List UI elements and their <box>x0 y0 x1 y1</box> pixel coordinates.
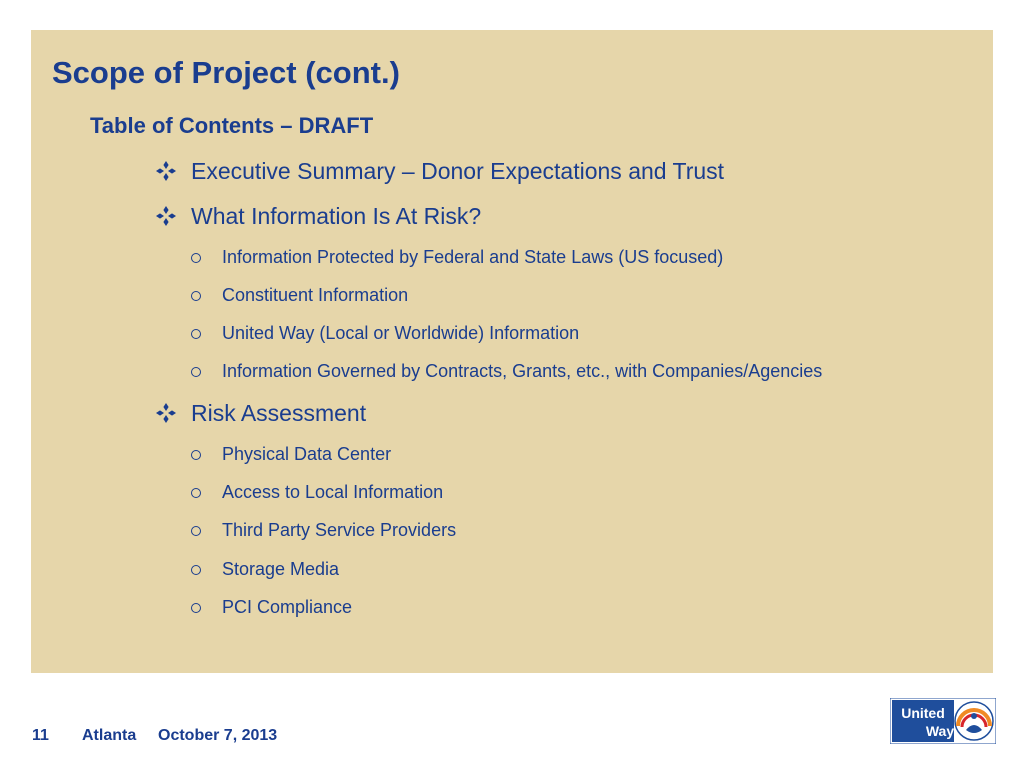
toc-subitem-label: Information Protected by Federal and State Laws (US focused) <box>222 246 724 267</box>
toc-subitem-label: PCI Compliance <box>222 596 353 617</box>
circle-bullet-icon <box>191 526 201 536</box>
footer-date: October 7, 2013 <box>158 727 278 744</box>
toc-subitem-label: Information Governed by Contracts, Grants, etc., with Companies/Agencies <box>222 360 823 381</box>
diamond-bullet-icon <box>155 402 177 424</box>
logo-text-line1: United <box>901 705 945 721</box>
toc-item-label: What Information Is At Risk? <box>191 202 482 229</box>
toc-subitem-united-way-information <box>191 321 579 345</box>
toc-subitem-label: Storage Media <box>222 558 340 579</box>
diamond-bullet-icon <box>155 160 177 182</box>
toc-subitem-storage-media <box>191 557 339 581</box>
toc-subitem-label: Access to Local Information <box>222 481 444 502</box>
toc-subitem-label: Physical Data Center <box>222 443 392 464</box>
circle-bullet-icon <box>191 565 201 575</box>
toc-subitem-constituent-information <box>191 283 408 307</box>
toc-subitem-pci-compliance <box>191 595 352 619</box>
hand-rainbow-icon <box>955 702 993 740</box>
toc-subitem-access-local-information <box>191 480 443 504</box>
toc-item-risk-assessment <box>155 398 366 428</box>
slide-title: Scope of Project (cont.) <box>52 55 400 90</box>
circle-bullet-icon <box>191 329 201 339</box>
logo-text-line2: Way <box>925 723 955 739</box>
circle-bullet-icon <box>191 253 201 263</box>
toc-subitem-label: Third Party Service Providers <box>222 519 457 540</box>
footer-location: Atlanta <box>82 727 137 744</box>
slide-subtitle: Table of Contents – DRAFT <box>90 113 374 138</box>
toc-item-executive-summary <box>155 156 724 186</box>
diamond-bullet-icon <box>155 205 177 227</box>
toc-subitem-contracts-grants <box>191 359 822 383</box>
circle-bullet-icon <box>191 603 201 613</box>
circle-bullet-icon <box>191 367 201 377</box>
toc-item-label: Executive Summary – Donor Expectations and Trust <box>191 157 725 184</box>
page-number: 11 <box>32 727 49 744</box>
toc-subitem-physical-data-center <box>191 442 391 466</box>
toc-subitem-label: United Way (Local or Worldwide) Information <box>222 322 580 343</box>
toc-subitem-third-party-providers <box>191 518 456 542</box>
toc-subitem-label: Constituent Information <box>222 284 409 305</box>
circle-bullet-icon <box>191 488 201 498</box>
united-way-logo <box>890 698 996 744</box>
toc-subitem-federal-state-laws <box>191 245 723 269</box>
circle-bullet-icon <box>191 450 201 460</box>
toc-item-what-information-at-risk <box>155 201 481 231</box>
circle-bullet-icon <box>191 291 201 301</box>
toc-item-label: Risk Assessment <box>191 399 367 426</box>
